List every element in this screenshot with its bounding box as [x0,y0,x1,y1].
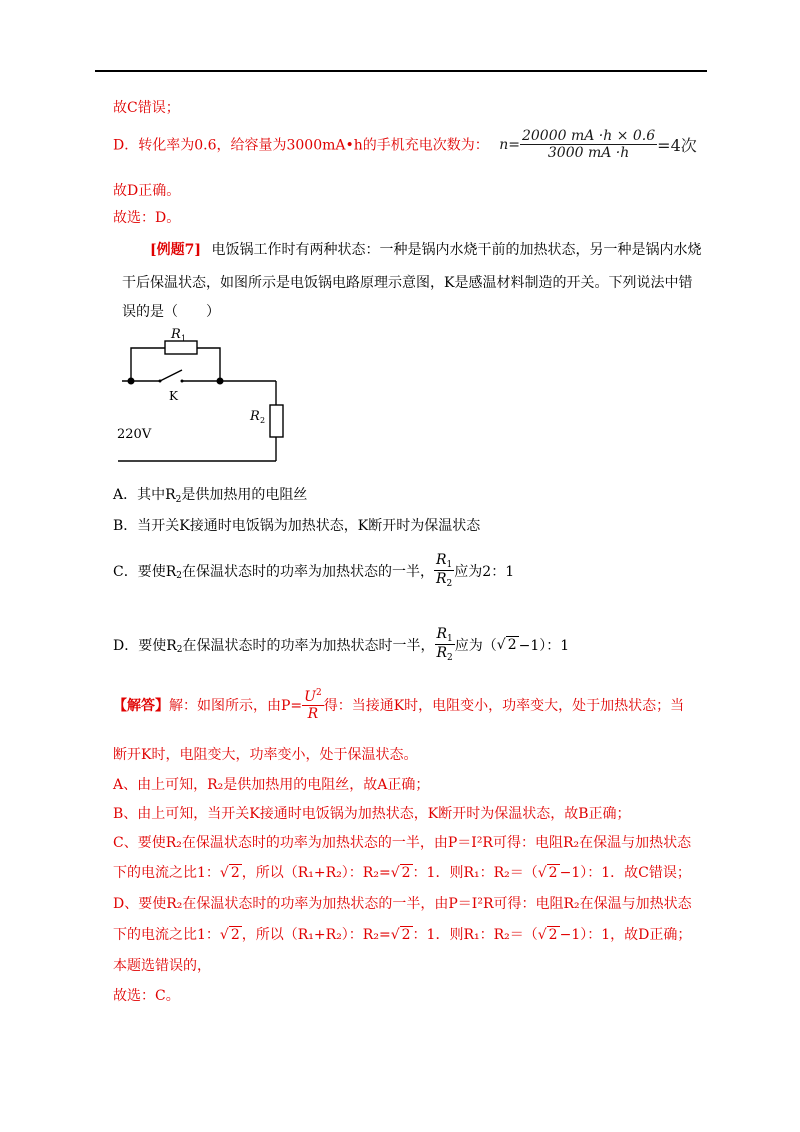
answer-line-1: 【解答】解：如图所示，由P= $\frac{U^2}{R}$ 得：当接通K时，电阻变小，功率变大，处于加热状态；当 [113,688,685,723]
formula-fraction [520,128,657,161]
answer-line-7: D、要使R₂在保温状态时的功率为加热状态的一半，由P＝I²R可得：电阻R₂在保温与加热状态 [113,896,692,912]
answer-line-4: B、由上可知，当开关K接通时电饭锅为加热状态，K断开时为保温状态，故B正确； [113,806,631,822]
r2-label: R [250,409,260,424]
r2-label-sub: 2 [260,416,266,425]
r1-label-sub: 1 [181,334,187,343]
option-c: C．要使$R_2$在保温状态时的功率为加热状态的一半， $\frac{R_1}{R_2}$ 应为2：1 [113,552,515,590]
answer-line-10: 故选：C。 [113,988,180,1004]
k-label: K [169,389,178,403]
line-d-conversion [113,128,697,161]
junction-right [217,378,224,385]
voltage-label: 220V [117,427,152,442]
answer-line-9: 本题选错误的， [113,958,211,974]
example-text-1: 电饭锅工作时有两种状态：一种是锅内水烧干前的加热状态，另一种是锅内水烧 [211,242,702,258]
junction-left [128,378,135,385]
d-prefix-text: D．转化率为0.6，给容量为3000mA•h的手机充电次数为： [113,137,489,154]
option-d: D．要使$R_2$在保温状态时的功率为加热状态时一半， $\frac{R_1}{R_2}$ 应为（√ 2 −1）：1 [113,626,570,664]
example-line-2: 干后保温状态，如图所示是电饭锅电路原理示意图，K是感温材料制造的开关。下列说法中错 [122,275,693,291]
ratio-fraction-d: $\frac{R_1}{R_2}$ [436,626,453,664]
line-answer-d: 故选：D。 [113,210,181,226]
switch-k [160,370,182,381]
circuit-diagram [110,320,300,470]
answer-line-6: 下的电流之比1：√ 2 ，所以（R₁+R₂）：R₂=√ 2 ：1．则R₁：R₂＝（√ 2 −1）：1．故C错误； [113,865,691,881]
formula-n: n= [499,136,520,153]
answer-line-3: A、由上可知，R₂是供加热用的电阻丝，故A正确； [113,777,430,793]
power-formula-fraction: $\frac{U^2}{R}$ [304,688,322,723]
line-d-correct: 故D正确。 [113,183,181,199]
option-b: B．当开关K接通时电饭锅为加热状态，K断开时为保温状态 [113,518,481,534]
r1-label: R [171,327,181,342]
example-line-1 [150,239,701,259]
resistor-r2 [270,405,283,437]
header-rule [95,70,707,72]
answer-line-8: 下的电流之比1：√ 2 ，所以（R₁+R₂）：R₂=√ 2 ：1．则R₁：R₂＝（√ 2 −1）：1，故D正确； [113,927,692,943]
ratio-fraction-c: $\frac{R_1}{R_2}$ [436,552,453,590]
formula-denominator: 3000 mA ·h [547,145,630,162]
answer-tag: 【解答】 [113,698,169,715]
option-a: A．其中$R_2$是供加热用的电阻丝 [113,487,308,505]
formula-numerator: 20000 mA ·h × 0.6 [521,128,656,144]
example-line-3: 误的是（ ） [122,304,220,320]
answer-line-2: 断开K时，电阻变大，功率变小，处于保温状态。 [113,747,418,763]
answer-line-5: C、要使R₂在保温状态时的功率为加热状态的一半，由P＝I²R可得：电阻R₂在保温与加热状态 [113,835,692,851]
sqrt-symbol: √ 2 [496,636,517,653]
example-tag: [例题7] [150,242,201,258]
line-c-wrong: 故C错误； [113,100,180,116]
formula-result: =4次 [657,136,697,156]
